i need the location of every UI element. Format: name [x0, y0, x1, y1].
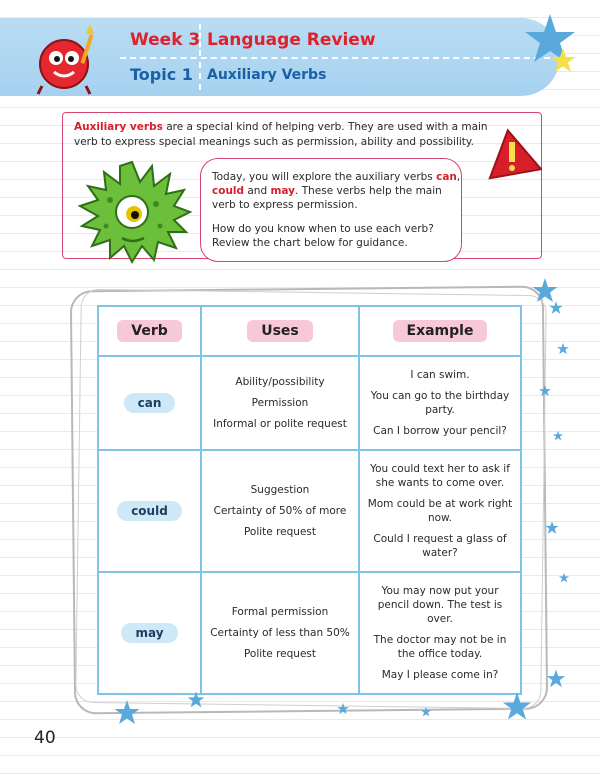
star-icon [545, 668, 567, 690]
star-icon [548, 300, 564, 316]
intro-paragraph [74, 120, 494, 150]
example-item: Could I request a glass of water? [373, 533, 507, 559]
use-item: Certainty of 50% of more [213, 505, 347, 517]
verb-cell [98, 450, 201, 572]
example-item: May I please come in? [381, 669, 499, 681]
use-item: Permission [251, 397, 309, 409]
bubble-text: . These verbs help the main verb to express permission. [212, 185, 442, 211]
star-icon [538, 384, 552, 398]
page-number: 40 [34, 728, 56, 748]
use-item: Formal permission [231, 606, 329, 618]
auxiliary-verbs-chart [97, 305, 522, 695]
star-icon [420, 706, 432, 718]
intro-term: Auxiliary verbs [74, 121, 163, 133]
star-icon [500, 690, 534, 724]
verb-label: could [117, 501, 182, 521]
keyword-may: may [270, 185, 296, 197]
star-icon [558, 572, 570, 584]
use-item: Suggestion [250, 484, 310, 496]
verb-cell [98, 572, 201, 694]
topic-name: Auxiliary Verbs [207, 67, 327, 83]
banner-vertical-divider-lower [199, 62, 201, 90]
example-item: I can swim. [410, 369, 470, 381]
star-icon [544, 520, 560, 536]
example-cell [359, 450, 521, 572]
header-cell [359, 306, 521, 356]
example-item: Can I borrow your pencil? [373, 425, 507, 437]
week-label: Week 3 [130, 30, 201, 50]
bubble-paragraph-1 [212, 170, 462, 212]
verb-label: may [121, 623, 177, 643]
use-item: Certainty of less than 50% [210, 627, 350, 639]
green-monster-icon [70, 160, 200, 270]
example-item: The doctor may not be in the office today. [373, 634, 507, 660]
alert-badge-icon [482, 126, 542, 182]
table-row [98, 450, 521, 572]
uses-cell [201, 450, 359, 572]
banner-divider [120, 57, 550, 59]
bubble-text: Today, you will explore the auxiliary verbs [212, 171, 437, 183]
use-item: Polite request [243, 526, 317, 538]
intro-text: are a special kind of helping verb. They are used with a main verb to express special meanings such as permission, ability and possibility. [74, 121, 488, 148]
star-icon [548, 46, 578, 76]
header-cell [201, 306, 359, 356]
example-item: You could text her to ask if she wants to come over. [370, 463, 510, 489]
example-item: You may now put your pencil down. The test is over. [377, 585, 503, 625]
star-icon [186, 690, 206, 710]
star-icon [336, 702, 350, 716]
table-row [98, 356, 521, 450]
keyword-can: can [436, 171, 457, 183]
example-cell [359, 572, 521, 694]
example-cell [359, 356, 521, 450]
example-item: You can go to the birthday party. [370, 390, 510, 416]
header-cell [98, 306, 201, 356]
header-uses: Uses [247, 320, 313, 342]
star-icon [556, 342, 570, 356]
verb-cell [98, 356, 201, 450]
section-title: Language Review [207, 30, 376, 50]
use-item: Informal or polite request [213, 418, 347, 430]
topic-label: Topic 1 [130, 65, 193, 84]
bubble-text: , [456, 171, 461, 183]
bubble-paragraph-2: How do you know when to use each verb? Review the chart below for guidance. [212, 223, 434, 249]
header-example: Example [393, 320, 488, 342]
uses-cell [201, 572, 359, 694]
header-verb: Verb [117, 320, 182, 342]
table-row [98, 572, 521, 694]
table-header-row [98, 306, 521, 356]
star-icon [552, 430, 564, 442]
verb-label: can [124, 393, 176, 413]
star-icon [112, 698, 142, 728]
uses-cell [201, 356, 359, 450]
use-item: Ability/possibility [235, 376, 325, 388]
bubble-text: and [244, 185, 271, 197]
use-item: Polite request [243, 648, 317, 660]
keyword-could: could [212, 185, 245, 197]
red-mascot-icon [30, 20, 110, 96]
example-item: Mom could be at work right now. [367, 498, 513, 524]
